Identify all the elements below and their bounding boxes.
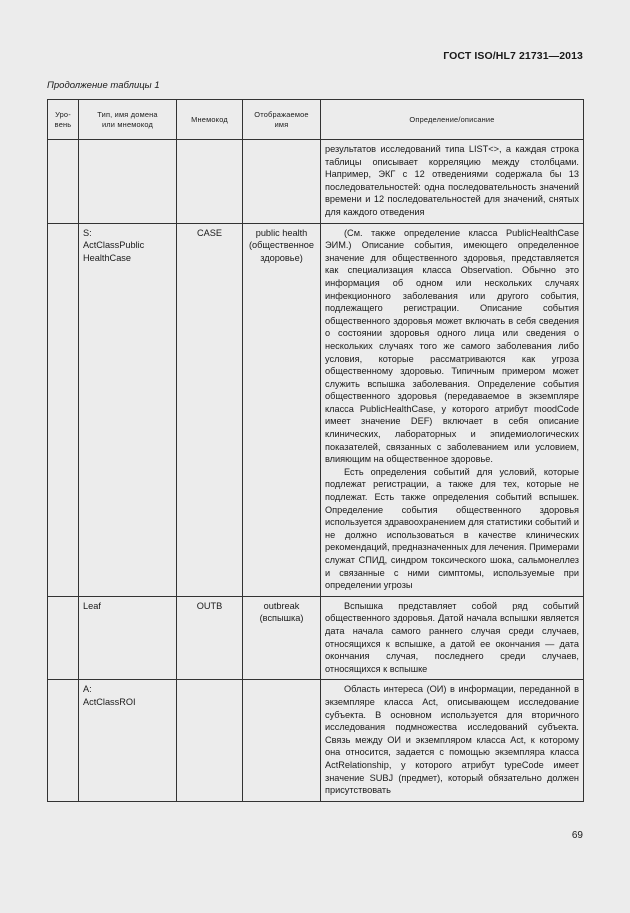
type-cell-line: ActClassPublic (83, 240, 145, 251)
header-line: Отображаемое (254, 109, 309, 119)
definition-cell (321, 680, 584, 801)
display-name-cell-line: public health (255, 227, 308, 238)
type-cell-line: S: (83, 227, 92, 238)
header-line: Тип, имя домена (97, 109, 158, 119)
header-line: или мнемокод (101, 119, 154, 129)
definition-paragraph: Есть определения событий для условий, которые подлежат регистрации, а также для тех, которые не подлежат. Есть также определения событий вспышек. Определение события общественного здоровья используется здравоохранением для статистики событий и не должно использоваться в качестве клинических рекомендаций, предназначенных для лечения. Примерами служат СПИД, синдром токсического шока, сальмонеллез и связанные с ними симптомы, используемые при определении угрозы (325, 466, 580, 591)
table-header-row (48, 100, 584, 140)
definition-paragraph: (См. также определение класса PublicHealthCase ЭИМ.) Описание события, имеющего определенное значение для общественного здоровья, представляется как специализация класса Observation. Обычно это информация об одном или нескольких случаях инфекционного заболевания или другого события, подлежащего регистрации. Описание события общественного здоровья может включать в себя сведения о состоянии здоровья одного лица или сведения о нескольких случаях того же самого заболевания либо условия, которые рассматриваются как угроза общественному здоровью. Типичным примером может служить вспышка заболевания. Определение события общественного здоровья (передаваемое в экземпляре класса PublicHealthCase, у которого атрибут moodCode имеет значение DEF) включает в себя описание клинических, лабораторных и эпидемиологических показателей, связанных с заболеванием или условием, влияющим на общественное здоровье. (325, 227, 579, 465)
header-line: имя (274, 119, 289, 129)
level-cell (48, 596, 79, 680)
display-name-cell (243, 223, 321, 596)
level-cell (48, 140, 79, 224)
level-cell (48, 680, 79, 801)
display-name-cell-line: здоровье) (260, 252, 303, 263)
table-row (48, 680, 584, 801)
definition-paragraph: Вспышка представляет собой ряд событий общественного здоровья. Датой начала вспышки является дата начала самого раннего случая среди случаев, относящихся к вспышке, а датой ее окончания — дата окончания случая, последнего среди случаев, относящихся к вспышке (325, 600, 579, 674)
display-name-cell (243, 596, 321, 680)
standard-header: ГОСТ ISO/HL7 21731—2013 (443, 50, 583, 62)
definition-paragraph: результатов исследований типа LIST<>, а каждая строка таблицы описывает корреляцию между столбцами. Например, ЭКГ с 12 отведениями содержала бы 13 последовательностей: одна последовательность значений времени и 12 последовательностей для значений, снятых для каждого отведения (325, 144, 579, 217)
mnemonic-cell (177, 680, 243, 801)
header-col-level (48, 100, 79, 140)
header-line: Мнемокод (191, 114, 228, 124)
page-number: 69 (571, 830, 583, 841)
table-row (48, 596, 584, 680)
type-cell (79, 596, 177, 680)
type-cell-line: HealthCase (83, 252, 132, 263)
mnemonic-cell: CASE (177, 223, 243, 596)
table-row (48, 140, 584, 224)
display-name-cell-line: (вспышка) (259, 613, 304, 624)
header-col-mnemonic (177, 100, 243, 140)
type-cell-line: ActClassROI (83, 696, 136, 707)
type-cell (79, 223, 177, 596)
header-col-display (243, 100, 321, 140)
header-line: Определение/описание (409, 114, 495, 124)
type-cell-line: A: (83, 684, 92, 695)
type-cell-line: Leaf (83, 600, 101, 611)
definition-paragraph: Область интереса (ОИ) в информации, переданной в экземпляре класса Act, описывающем исследование субъекта. В основном используется для вторичного исследования подмножества исследований субъекта. Связь между ОИ и экземпляром класса Act, к которому она относится, задается с помощью экземпляра класса ActRelationship, у которого атрибут typeCode имеет значение SUBJ (предмет), который обязательно должен присутствовать (325, 684, 579, 796)
table-row (48, 223, 584, 596)
mnemonic-cell (177, 140, 243, 224)
definitions-table (47, 99, 584, 802)
display-name-cell (243, 680, 321, 801)
definition-cell (321, 140, 584, 224)
display-name-cell-line: outbreak (263, 600, 300, 611)
header-col-type (79, 100, 177, 140)
display-name-cell-line: (общественное (248, 240, 315, 251)
mnemonic-cell: OUTB (177, 596, 243, 680)
definition-cell (321, 596, 584, 680)
type-cell (79, 140, 177, 224)
header-line: вень (54, 119, 72, 129)
type-cell (79, 680, 177, 801)
header-line: Уро- (55, 109, 71, 119)
definition-cell (321, 223, 584, 596)
display-name-cell (243, 140, 321, 224)
header-col-definition (321, 100, 584, 140)
level-cell (48, 223, 79, 596)
table-caption: Продолжение таблицы 1 (47, 80, 160, 91)
